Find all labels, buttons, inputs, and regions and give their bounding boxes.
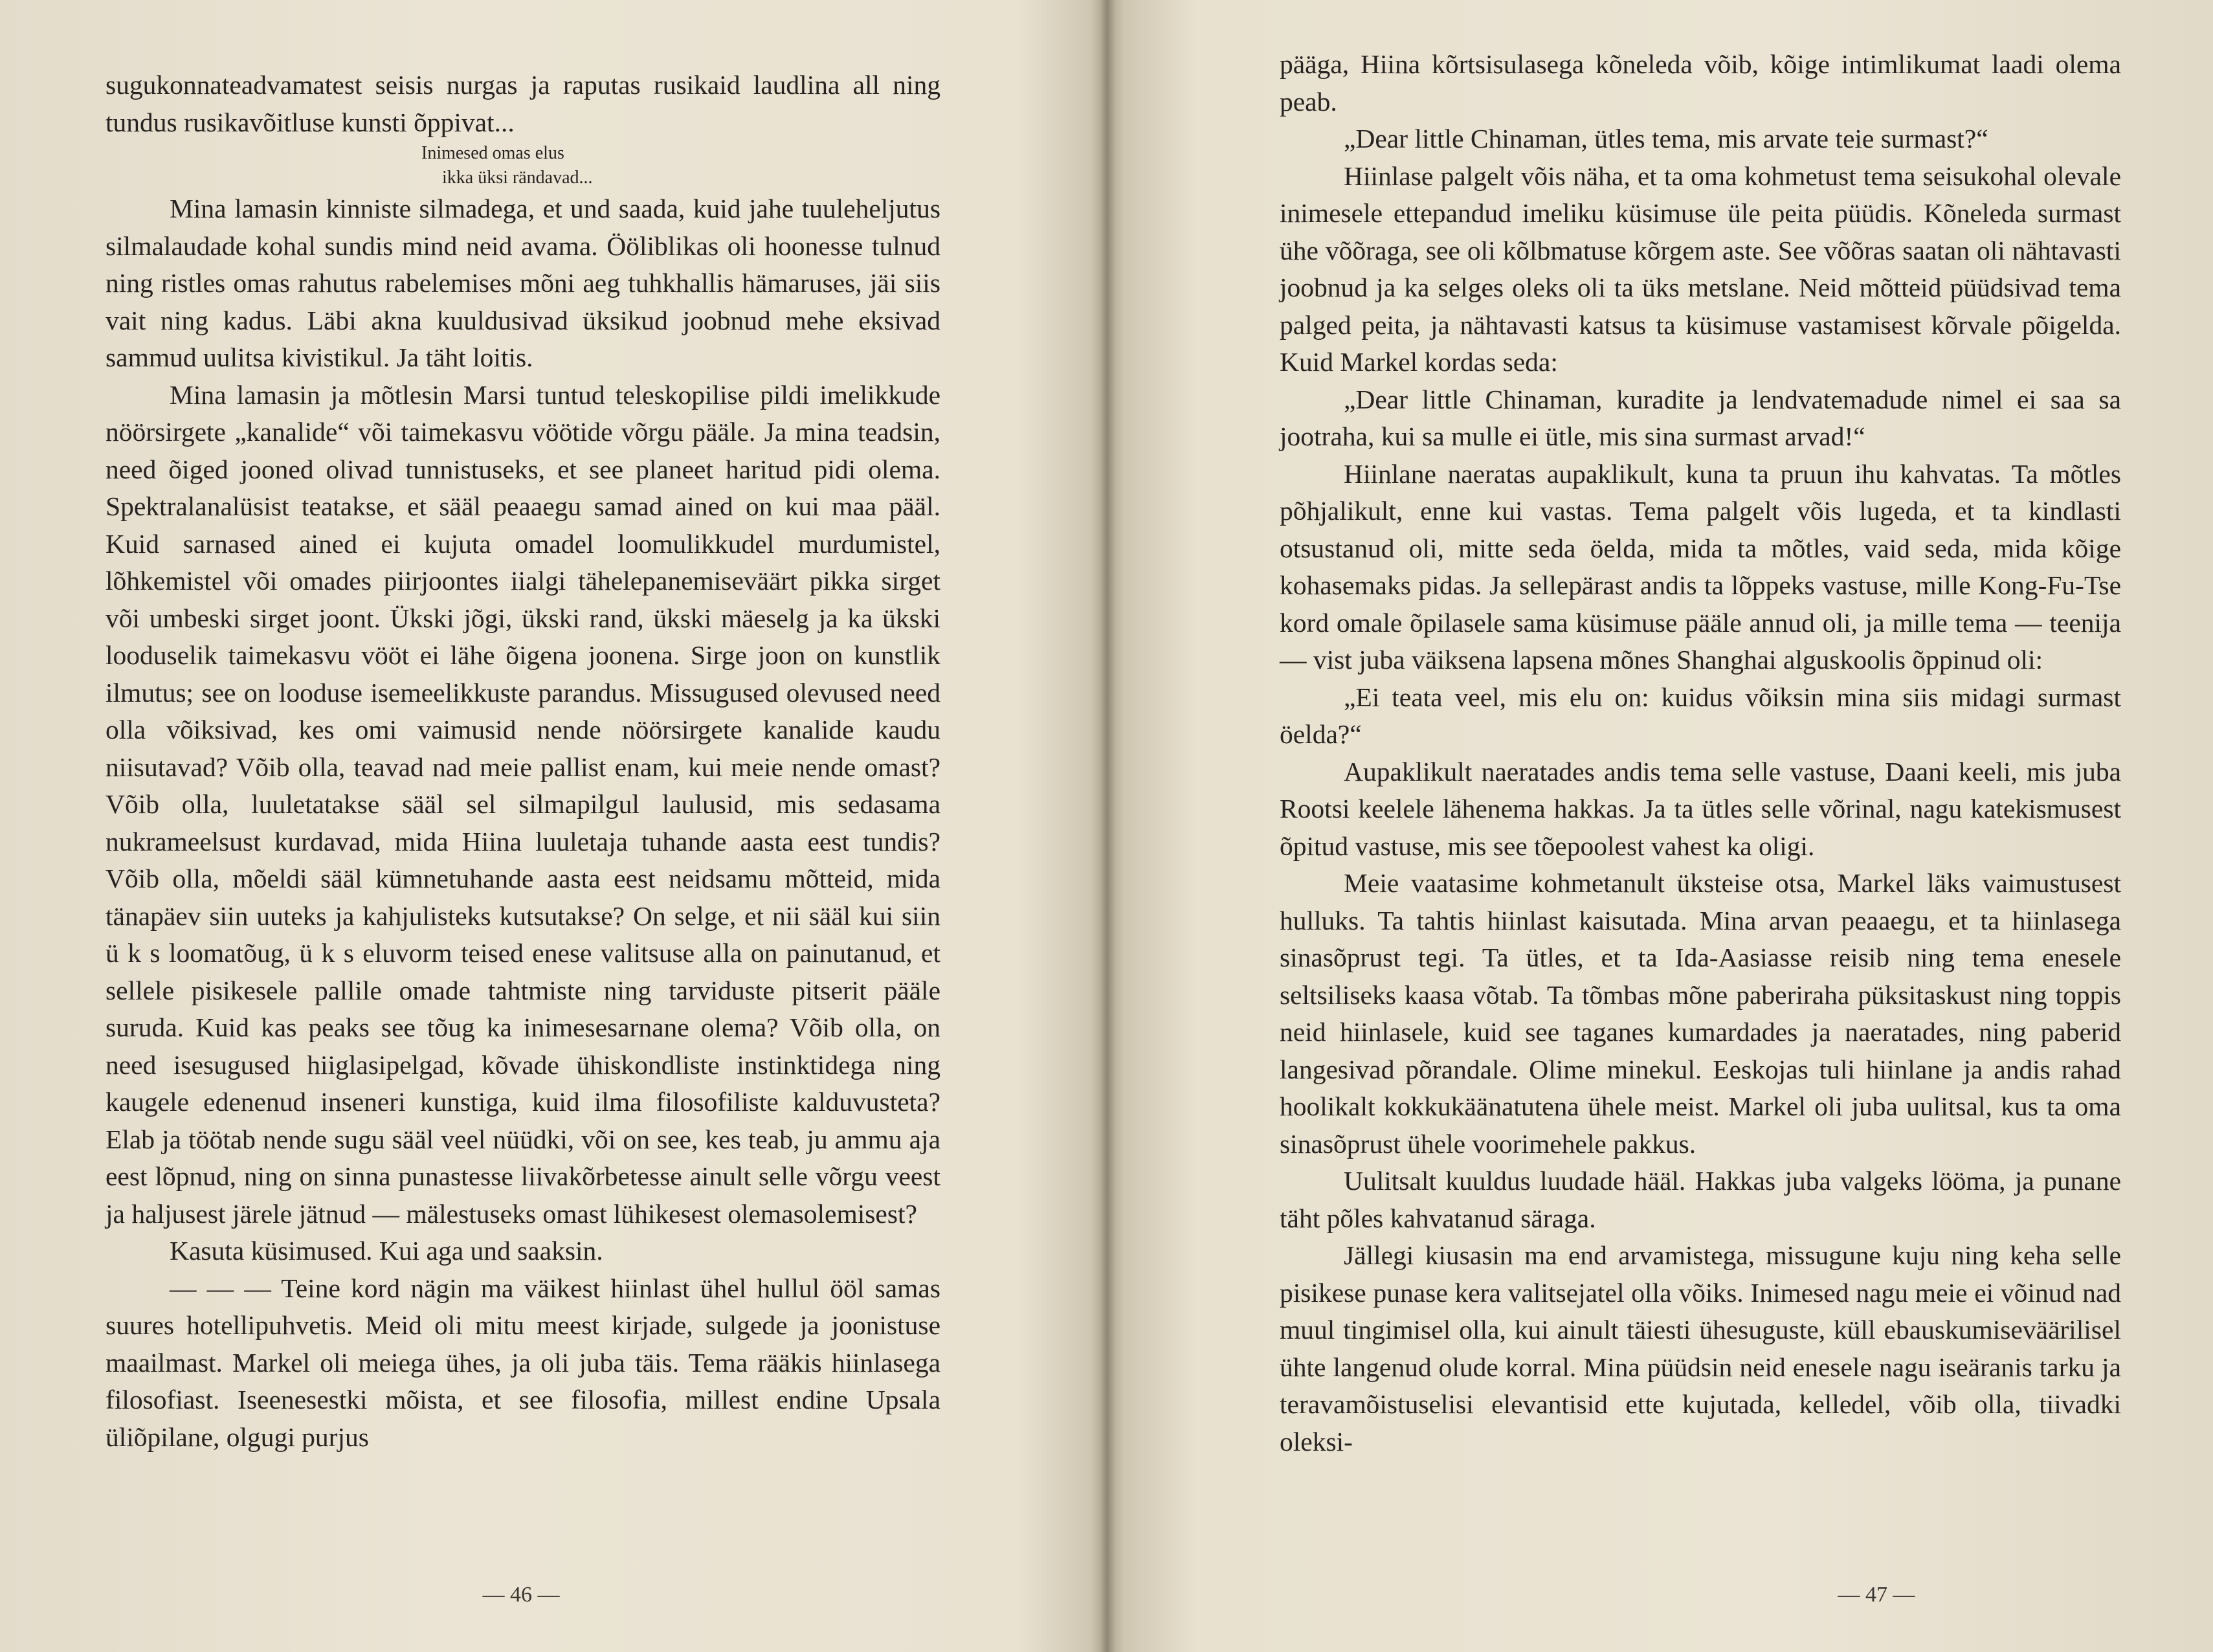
paragraph: Uulitsalt kuuldus luudade hääl. Hakkas juba valgeks lööma, ja punane täht põles kahvatanud säraga. — [1280, 1166, 2121, 1233]
right-page — [1106, 0, 2213, 1652]
paragraph: Aupaklikult naeratades andis tema selle vastuse, Daani keeli, mis juba Rootsi keelele lähenema hakkas. Ja ta ütles selle võrinal, nagu katekismusest õpitud vastuse, mis see tõepoolest vahest ka oligi. — [1280, 756, 2121, 861]
motto-verse — [106, 141, 940, 190]
left-page-text — [106, 67, 940, 1456]
motto-line-1: Inimesed omas elus — [421, 143, 564, 163]
page-number: — 46 — — [482, 1583, 560, 1607]
motto-line-2: ikka üksi rändavad... — [442, 168, 593, 188]
left-page — [0, 0, 1106, 1652]
paragraph-continued: sugukonnateadvamatest seisis nurgas ja raputas rusikaid laudlina all ning tundus rusikavõitluse kunsti õppivat... — [106, 70, 940, 137]
paragraph: Hiinlane naeratas aupaklikult, kuna ta pruun ihu kahvatas. Ta mõtles põhjalikult, enne kui vastas. Tema palgelt võis lugeda, et ta kindlasti otsustanud oli, mitte seda öelda, mida ta mõtles, vaid seda, mida kõige kohasemaks pidas. Ja sellepärast andis ta lõppeks vastuse, mille Kong-Fu-Tse kord omale õpilasele sama küsimuse pääle annud oli, ja mille tema — teenija — vist juba väiksena lapsena mõnes Shanghai alguskoolis õppinud oli: — [1280, 458, 2121, 675]
page-number: — 47 — — [1838, 1583, 1915, 1607]
paragraph: Jällegi kiusasin ma end arvamistega, missugune kuju ning keha selle pisikese punase kera valitsejatel olla võiks. Inimesed nagu meie ei võinud nad muul tingimisel olla, kui ainult täiesti ühesuguste, küll ebauskumiseväärilisel ühte langenud olude korral. Mina püüdsin neid enesele nagu iseäranis tarku ja teravamõistuselisi elevantisid ette kujutada, kelledel, võib olla, tiivadki oleksi- — [1280, 1240, 2121, 1457]
right-page-text — [1280, 46, 2121, 1460]
paragraph: „Ei teata veel, mis elu on: kuidus võiksin mina siis midagi surmast öelda?“ — [1280, 682, 2121, 749]
paragraph: „Dear little Chinaman, kuradite ja lendvatemadude nimel ei saa sa jootraha, kui sa mulle ei ütle, mis sina surmast arvad!“ — [1280, 384, 2121, 451]
paragraph: Mina lamasin ja mõtlesin Marsi tuntud teleskopilise pildi imelikkude nöörsirgete „kanalide“ või taimekasvu vöötide võrgu pääle. Ja mina teadsin, need õiged jooned olivad tunnistuseks, et see planeet haritud pidi olema. Spektralanalüsist teatakse, et sääl peaaegu samad ained on kui maa pääl. Kuid sarnased ained ei kujuta omadel loomulikkudel murdumistel, lõhkemistel või omades piirjoontes iialgi tähelepanemiseväärt pikka sirget või umbeski sirget joont. Ükski jõgi, ükski rand, ükski mäeselg ja ka ükski looduselik taimekasvu vööt ei lähe õigena joonena. Sirge joon on kunstlik ilmutus; see on looduse isemeelikkuste parandus. Missugused olevused need olla võiksivad, kes omi vaimusid nende nöörsirgete kanalide kaudu niisutavad? Võib olla, teavad nad meie pallist enam, kui meie nende omast? Võib olla, luuletatakse sääl sel silmapilgul laulusid, mis sedasama nukrameelsust kurdavad, mida Hiina luuletaja tuhande aasta eest tundis? Võib olla, mõeldi sääl kümnetuhande aasta eest neidsamu mõtteid, mida tänapäev siin uuteks ja kahjulisteks kutsutakse? On selge, et nii sääl kui siin ü k s loomatõug, ü k s eluvorm teised enese valitsuse alla on painutanud, et sellele pisikesele pallile omade tahtmiste ning tarviduste pitserit pääle suruda. Kuid kas peaks see tõug ka inimesesarnane olema? Võib olla, on need isesugused hiiglasipelgad, kõvade ühiskondliste instinktidega ning kaugele edenenud inseneri kunstiga, kuid ilma filosofiliste kalduvusteta? Elab ja töötab nende sugu sääl veel nüüdki, või on see, kes teab, ju ammu aja eest lõpnud, ning on sinna punastesse liivakõrbetesse ainult selle võrgu veest ja haljusest järele jätnud — mälestuseks omast lühikesest olemasolemisest? — [106, 379, 940, 1229]
paragraph: Mina lamasin kinniste silmadega, et und saada, kuid jahe tuuleheljutus silmalaudade kohal sundis mind neid avama. Ööliblikas oli hoonesse tulnud ning ristles omas rahutus rabelemises mõni aeg tuhkhallis hämaruses, jäi siis vait ning kadus. Läbi akna kuuldusivad üksikud joobnud mehe eksivad sammud uulitsa kivistikul. Ja täht loitis. — [106, 194, 940, 372]
paragraph: Hiinlase palgelt võis näha, et ta oma kohmetust tema seisukohal olevale inimesele ettepandud imeliku küsimuse üle peita püüdis. Kõneleda surmast ühe võõraga, see oli kõlbmatuse kõrgem aste. See võõras saatan oli nähtavasti joobnud ja ka selges oleks oli ta üks metslane. Neid mõtteid püüdsivad tema palged peita, ja nähtavasti katsus ta küsimuse vastamisest kõrvale põigelda. Kuid Markel kordas seda: — [1280, 161, 2121, 377]
paragraph: Meie vaatasime kohmetanult üksteise otsa, Markel läks vaimustusest hulluks. Ta tahtis hiinlast kaisutada. Mina arvan peaaegu, et ta hiinlasega sinasõprust tegi. Ta ütles, et ta Ida-Aasiasse reisib ning tema enesele seltsiliseks kaasa võtab. Ta tõmbas mõne paberiraha püksitaskust ning toppis neid hiinlasele, kuid see taganes kumardades ja naeratades, ning paberid langesivad põrandale. Olime minekul. Eeskojas tuli hiinlane ja andis rahad hoolikalt kokkukäänatutena ühele meist. Markel oli juba uulitsal, kus ta oma sinasõprust ühele voorimehele pakkus. — [1280, 868, 2121, 1159]
paragraph: — — — Teine kord nägin ma väikest hiinlast ühel hullul ööl samas suures hotellipuhvetis. Meid oli mitu meest kirjade, sulgede ja joonistuse maailmast. Markel oli meiega ühes, ja oli juba täis. Tema rääkis hiinlasega filosofiast. Iseenesestki mõista, et see filosofia, millest endine Upsala üliõpilane, olgugi purjus — [106, 1273, 940, 1452]
paragraph: „Dear little Chinaman, ütles tema, mis arvate teie surmast?“ — [1344, 124, 1988, 153]
paragraph: Kasuta küsimused. Kui aga und saaksin. — [170, 1236, 603, 1266]
paragraph-continued: pääga, Hiina kõrtsisulasega kõneleda võib, kõige intimlikumat laadi olema peab. — [1280, 49, 2121, 117]
